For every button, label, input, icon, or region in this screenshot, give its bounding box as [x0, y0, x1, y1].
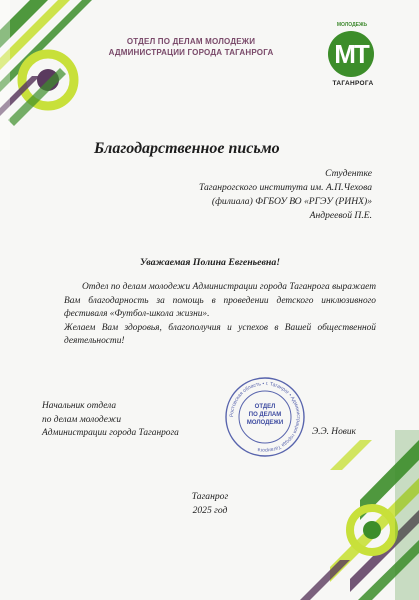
- logo-mark: МТ: [334, 39, 368, 69]
- city: Таганрог: [191, 491, 229, 502]
- recipient-block: [150, 167, 372, 223]
- signer-block: [42, 400, 222, 441]
- stamp-ring-text: Ростовская область • г. Таганрог • Администрация города Таганрога: [228, 380, 302, 454]
- stamp-center-line: МОЛОДЕЖИ: [246, 420, 284, 426]
- stamp-center-line: ОТДЕЛ: [254, 404, 276, 410]
- recipient-line: Таганрогского института им. А.П.Чехова: [198, 182, 372, 193]
- body-paragraph: Отдел по делам молодежи Администрации города Таганрога выражает Вам благодарность за помощь в проведении детского инклюзивного фестиваля «Футбол-школа жизни».: [64, 282, 376, 320]
- logo-top-text: МОЛОДЕЖЬ: [336, 22, 368, 28]
- issuer-line-1: ОТДЕЛ ПО ДЕЛАМ МОЛОДЕЖИ: [126, 37, 256, 46]
- stamp-center: [224, 403, 306, 427]
- recipient-line: Андреевой П.Е.: [309, 210, 372, 221]
- recipient-line: Студентке: [325, 168, 372, 179]
- official-stamp: [224, 376, 306, 458]
- greeting: Уважаемая Полина Евгеньевна!: [139, 257, 281, 268]
- stamp-center-line: ПО ДЕЛАМ: [248, 412, 282, 418]
- logo-bottom-text: ТАГАНРОГА: [332, 80, 374, 87]
- letter-title: Благодарственное письмо: [94, 140, 280, 157]
- signer-line: Начальник отдела: [42, 401, 117, 411]
- issuer-line-2: АДМИНИСТРАЦИИ ГОРОДА ТАГАНРОГА: [108, 48, 274, 57]
- recipient-line: (филиала) ФГБОУ ВО «РГЭУ (РИНХ)»: [211, 196, 372, 207]
- signer-name: Э.Э. Новик: [312, 427, 356, 437]
- letter-body: [64, 281, 376, 349]
- issuer-header: [80, 36, 302, 58]
- youth-logo: [320, 22, 384, 92]
- place-and-date: [150, 490, 270, 517]
- year: 2025 год: [192, 504, 228, 516]
- signer-line: Администрации города Таганрога: [42, 428, 179, 439]
- signer-line: по делам молодежи: [42, 414, 122, 425]
- body-paragraph: Желаем Вам здоровья, благополучия и успехов в Вашей общественной деятельности!: [64, 322, 376, 347]
